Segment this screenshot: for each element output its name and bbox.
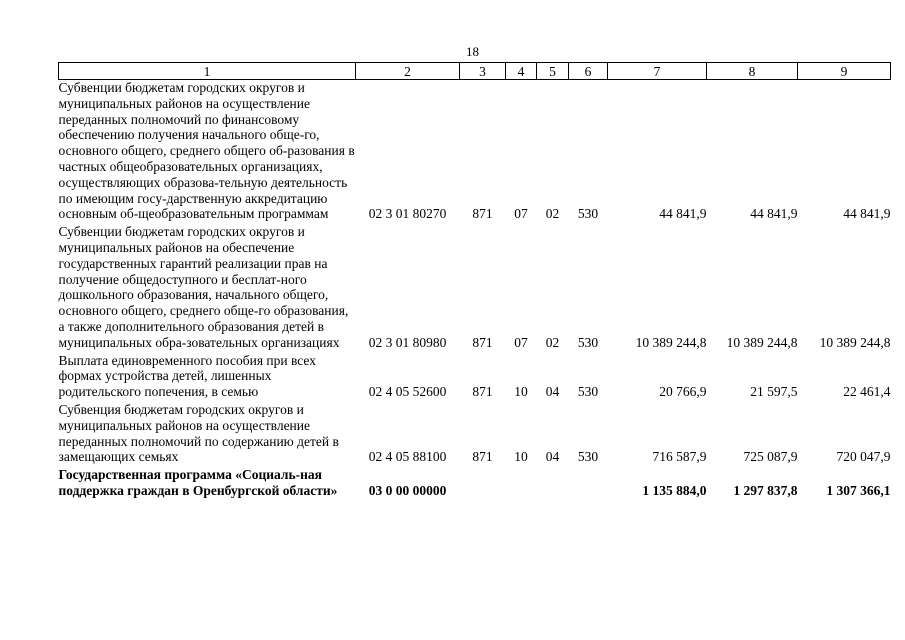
budget-table bbox=[58, 62, 891, 501]
expense-type-code: 530 bbox=[577, 384, 599, 400]
expense-type-code: 530 bbox=[577, 206, 599, 222]
subsection-code: 02 bbox=[545, 334, 560, 350]
amount-year-1: 10 389 244,8 bbox=[635, 334, 707, 350]
section-code: 07 bbox=[514, 334, 528, 350]
section-code bbox=[506, 467, 537, 501]
amount-year-2: 10 389 244,8 bbox=[726, 334, 798, 350]
expense-name: Субвенции бюджетам городских округов и муниципальных районов на обеспечение государственных гарантий реализации прав на получение общедоступного и бесплат-ного дошкольного образования, начального общего, основного общего, среднего обще-го образования, а также дополнительного образования детей в муниципальных обра-зовательных организациях bbox=[58, 224, 349, 350]
amount-year-2: 21 597,5 bbox=[750, 384, 798, 400]
expense-type-code bbox=[569, 467, 608, 501]
column-header: 9 bbox=[798, 63, 891, 80]
program-name: Государственная программа «Социаль-ная поддержка граждан в Оренбургской области» bbox=[58, 467, 338, 498]
column-header: 8 bbox=[707, 63, 798, 80]
amount-year-1: 44 841,9 bbox=[659, 206, 707, 222]
section-code: 10 bbox=[514, 384, 528, 400]
amount-year-1: 1 135 884,0 bbox=[642, 482, 707, 498]
column-header: 2 bbox=[356, 63, 460, 80]
column-header: 4 bbox=[506, 63, 537, 80]
amount-year-2: 1 297 837,8 bbox=[733, 482, 798, 498]
subsection-code: 04 bbox=[545, 384, 560, 400]
ministry-code: 871 bbox=[472, 384, 493, 400]
subsection-code bbox=[537, 467, 569, 501]
table-row bbox=[59, 402, 891, 467]
subsection-code: 04 bbox=[545, 449, 560, 465]
subsection-code: 02 bbox=[545, 206, 560, 222]
page-number: 18 bbox=[466, 44, 479, 59]
table-row-program-total bbox=[59, 467, 891, 501]
column-header: 7 bbox=[608, 63, 707, 80]
amount-year-3: 720 047,9 bbox=[836, 449, 891, 465]
amount-year-2: 725 087,9 bbox=[743, 449, 798, 465]
amount-year-3: 10 389 244,8 bbox=[819, 334, 891, 350]
target-article-code: 02 3 01 80980 bbox=[368, 334, 447, 350]
ministry-code: 871 bbox=[472, 334, 493, 350]
table-row bbox=[59, 224, 891, 352]
expense-name: Выплата единовременного пособия при всех формах устройства детей, лишенных родительского попечения, в семью bbox=[58, 352, 316, 400]
expense-name: Субвенция бюджетам городских округов и муниципальных районов на осуществление переданных полномочий по содержанию детей в замещающих семьях bbox=[58, 401, 339, 465]
expense-type-code: 530 bbox=[577, 334, 599, 350]
table-row bbox=[59, 80, 891, 225]
table-row bbox=[59, 353, 891, 402]
ministry-code bbox=[460, 467, 506, 501]
amount-year-3: 22 461,4 bbox=[843, 384, 891, 400]
section-code: 10 bbox=[514, 449, 528, 465]
column-number-header bbox=[59, 63, 891, 80]
target-article-code: 02 4 05 88100 bbox=[368, 449, 447, 465]
column-header: 1 bbox=[59, 63, 356, 80]
expense-type-code: 530 bbox=[577, 449, 599, 465]
amount-year-2: 44 841,9 bbox=[750, 206, 798, 222]
column-header: 6 bbox=[569, 63, 608, 80]
amount-year-3: 44 841,9 bbox=[843, 206, 891, 222]
target-article-code: 02 4 05 52600 bbox=[368, 384, 447, 400]
amount-year-3: 1 307 366,1 bbox=[826, 482, 891, 498]
target-article-code: 03 0 00 00000 bbox=[368, 482, 447, 498]
expense-name: Субвенции бюджетам городских округов и муниципальных районов на осуществление переданных полномочий по финансовому обеспечению получения начального обще-го, основного общего, среднего общего об-разования в частных общеобразовательных организациях, осуществляющих образова-тельную деятельность по имеющим госу-дарственную аккредитацию основным об-щеобразовательным программам bbox=[58, 80, 355, 222]
ministry-code: 871 bbox=[472, 449, 493, 465]
section-code: 07 bbox=[514, 206, 528, 222]
target-article-code: 02 3 01 80270 bbox=[368, 206, 447, 222]
amount-year-1: 20 766,9 bbox=[659, 384, 707, 400]
column-header: 5 bbox=[537, 63, 569, 80]
amount-year-1: 716 587,9 bbox=[652, 449, 707, 465]
ministry-code: 871 bbox=[472, 206, 493, 222]
column-header: 3 bbox=[460, 63, 506, 80]
